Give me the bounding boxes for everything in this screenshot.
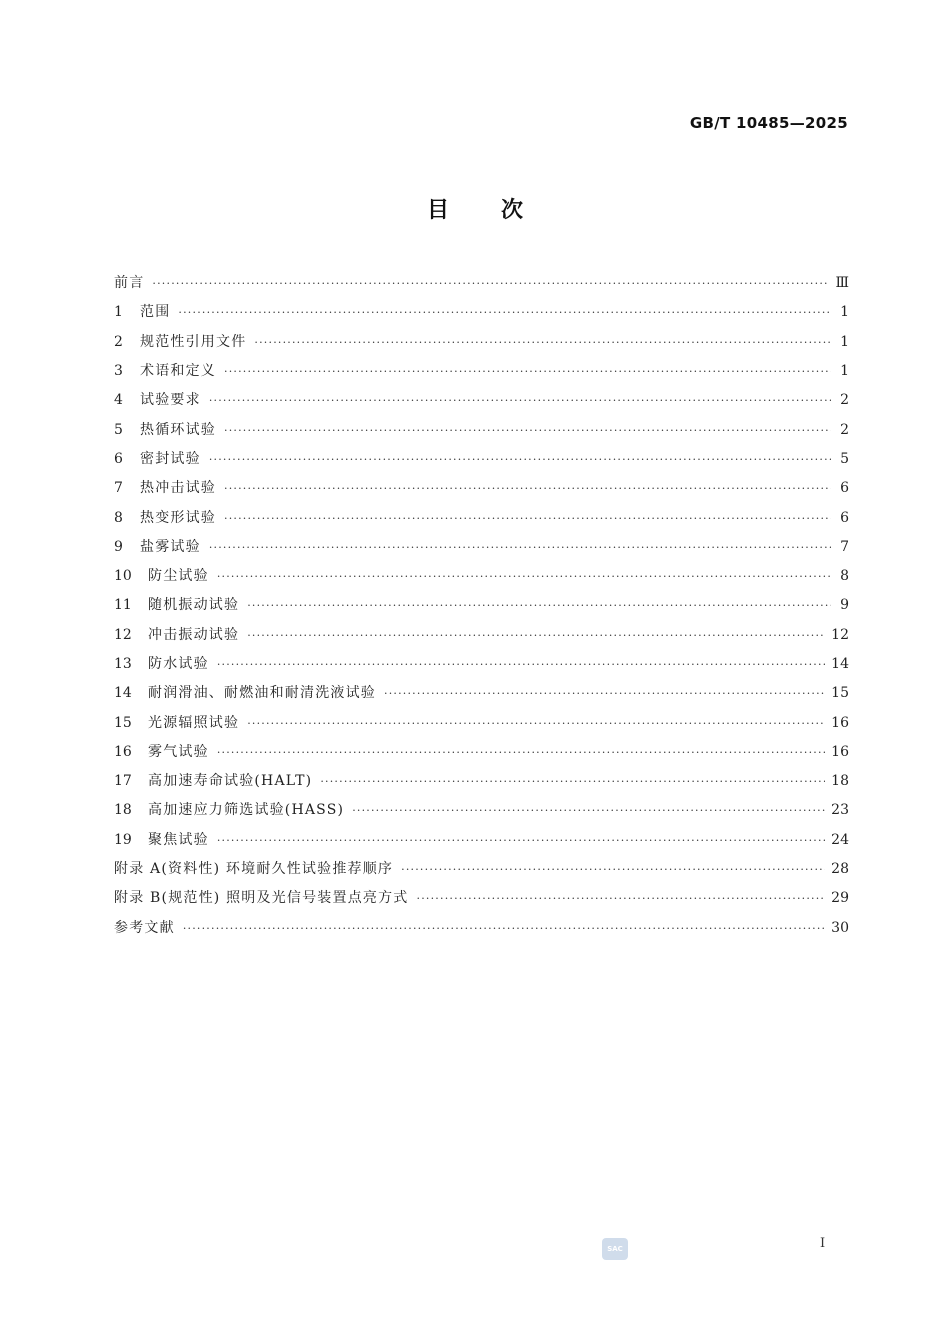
toc-leader-dots <box>209 445 831 474</box>
toc-entry-number: 9 <box>114 538 123 555</box>
page-title: 目次 <box>426 198 575 223</box>
toc-entry-label: 密封试验 <box>140 450 201 467</box>
page-number: I <box>820 1236 826 1251</box>
toc-entry[interactable] <box>114 738 849 767</box>
toc-entry-page: 30 <box>831 919 849 936</box>
toc-entry-number: 5 <box>114 421 123 438</box>
toc-entry-label: 随机振动试验 <box>148 597 240 614</box>
toc-entry[interactable] <box>114 269 849 298</box>
toc-leader-dots <box>224 357 831 386</box>
toc-leader-dots <box>247 621 825 650</box>
toc-entry-label: 耐润滑油、耐燃油和耐清洗液试验 <box>148 685 376 702</box>
toc-entry-number: 7 <box>114 480 123 497</box>
toc-entry[interactable] <box>114 357 849 386</box>
toc-leader-dots <box>401 855 825 884</box>
toc-entry[interactable] <box>114 328 849 357</box>
toc-leader-dots <box>352 796 825 825</box>
toc-entry[interactable] <box>114 533 849 562</box>
toc-entry-page: 7 <box>840 538 849 555</box>
toc-entry-label: 热循环试验 <box>140 421 216 438</box>
toc-entry[interactable] <box>114 415 849 444</box>
toc-entry-label: 热变形试验 <box>140 509 216 526</box>
toc-entry-label: 参考文献 <box>114 919 175 936</box>
toc-entry-page: 18 <box>831 773 849 790</box>
toc-entry-label: 盐雾试验 <box>140 538 201 555</box>
table-of-contents <box>114 269 849 943</box>
toc-entry-page: 1 <box>840 363 849 380</box>
toc-entry-number: 1 <box>114 304 123 321</box>
toc-entry-page: 2 <box>840 392 849 409</box>
toc-entry[interactable] <box>114 855 849 884</box>
toc-entry-number: 10 <box>114 568 132 585</box>
toc-entry[interactable] <box>114 621 849 650</box>
toc-entry-number: 4 <box>114 392 123 409</box>
toc-entry-page: 16 <box>831 743 849 760</box>
toc-entry-page: 8 <box>840 568 849 585</box>
toc-entry[interactable] <box>114 445 849 474</box>
toc-entry-label: 光源辐照试验 <box>148 714 240 731</box>
sac-logo: SAC <box>602 1238 628 1260</box>
toc-entry[interactable] <box>114 562 849 591</box>
toc-leader-dots <box>217 650 825 679</box>
toc-entry-page: 2 <box>840 421 849 438</box>
toc-entry-label: 附录 A(资料性) 环境耐久性试验推荐顺序 <box>114 861 394 878</box>
toc-entry-page: 6 <box>840 480 849 497</box>
toc-entry[interactable] <box>114 767 849 796</box>
toc-entry-label: 冲击振动试验 <box>148 626 240 643</box>
toc-entry-page: 23 <box>831 802 849 819</box>
toc-entry[interactable] <box>114 650 849 679</box>
toc-entry-number: 18 <box>114 802 132 819</box>
toc-entry-number: 15 <box>114 714 132 731</box>
toc-leader-dots <box>247 591 831 620</box>
toc-leader-dots <box>384 679 825 708</box>
toc-entry-number: 3 <box>114 363 123 380</box>
toc-leader-dots <box>254 328 831 357</box>
toc-entry-number: 13 <box>114 656 132 672</box>
toc-entry-page: 29 <box>831 890 849 907</box>
toc-leader-dots <box>217 826 825 855</box>
toc-entry[interactable] <box>114 503 849 532</box>
toc-entry-number: 14 <box>114 685 132 702</box>
toc-entry-page: 14 <box>831 656 849 672</box>
toc-entry-number: 12 <box>114 626 132 643</box>
toc-entry-page: 24 <box>831 831 849 848</box>
toc-entry-number: 6 <box>114 450 123 467</box>
toc-entry-label: 高加速应力筛选试验(HASS) <box>148 802 345 819</box>
toc-entry[interactable] <box>114 298 849 327</box>
toc-entry-page: 5 <box>840 450 849 467</box>
toc-entry-page: 9 <box>840 597 849 614</box>
toc-entry-number: 16 <box>114 743 132 760</box>
toc-leader-dots <box>209 533 831 562</box>
toc-leader-dots <box>224 416 831 445</box>
toc-leader-dots <box>417 884 826 913</box>
toc-entry-number: 2 <box>114 333 123 350</box>
toc-entry-page: 15 <box>831 685 849 702</box>
toc-entry-page: 1 <box>840 304 849 321</box>
toc-entry[interactable] <box>114 679 849 708</box>
toc-leader-dots <box>224 504 831 533</box>
toc-entry[interactable] <box>114 708 849 737</box>
toc-entry[interactable] <box>114 474 849 503</box>
toc-entry-label: 高加速寿命试验(HALT) <box>148 773 313 790</box>
toc-entry-number: 19 <box>114 831 132 848</box>
toc-entry-label: 术语和定义 <box>140 363 216 380</box>
toc-entry[interactable] <box>114 826 849 855</box>
toc-entry-label: 防水试验 <box>148 656 209 672</box>
toc-leader-dots <box>320 767 825 796</box>
toc-entry-number: 11 <box>114 597 132 614</box>
toc-entry-page: Ⅲ <box>835 275 849 292</box>
toc-entry[interactable] <box>114 796 849 825</box>
toc-entry-number: 17 <box>114 773 132 790</box>
toc-entry-page: 12 <box>831 626 849 643</box>
toc-entry-label: 范围 <box>140 304 171 321</box>
toc-entry-label: 防尘试验 <box>148 568 209 585</box>
toc-entry-label: 附录 B(规范性) 照明及光信号装置点亮方式 <box>114 890 409 907</box>
toc-leader-dots <box>183 914 825 943</box>
toc-leader-dots <box>224 474 831 503</box>
toc-leader-dots <box>247 709 825 738</box>
toc-entry[interactable] <box>114 386 849 415</box>
toc-leader-dots <box>152 269 829 298</box>
toc-leader-dots <box>178 298 831 327</box>
toc-leader-dots <box>217 738 825 767</box>
toc-entry[interactable] <box>114 914 849 943</box>
toc-entry-number: 8 <box>114 509 123 526</box>
toc-entry-page: 6 <box>840 509 849 526</box>
standard-number: GB/T 10485—2025 <box>689 114 848 132</box>
toc-leader-dots <box>217 562 831 591</box>
toc-entry-page: 28 <box>831 861 849 878</box>
toc-entry-label: 雾气试验 <box>148 743 209 760</box>
toc-entry-label: 试验要求 <box>140 392 201 409</box>
toc-entry-label: 规范性引用文件 <box>140 333 247 350</box>
toc-entry-page: 1 <box>840 333 849 350</box>
toc-entry-label: 前言 <box>114 275 145 292</box>
toc-entry-label: 聚焦试验 <box>148 831 209 848</box>
toc-entry[interactable] <box>114 884 849 913</box>
toc-entry-page: 16 <box>831 714 849 731</box>
toc-entry-label: 热冲击试验 <box>140 480 216 497</box>
toc-leader-dots <box>209 386 831 415</box>
toc-entry[interactable] <box>114 591 849 620</box>
